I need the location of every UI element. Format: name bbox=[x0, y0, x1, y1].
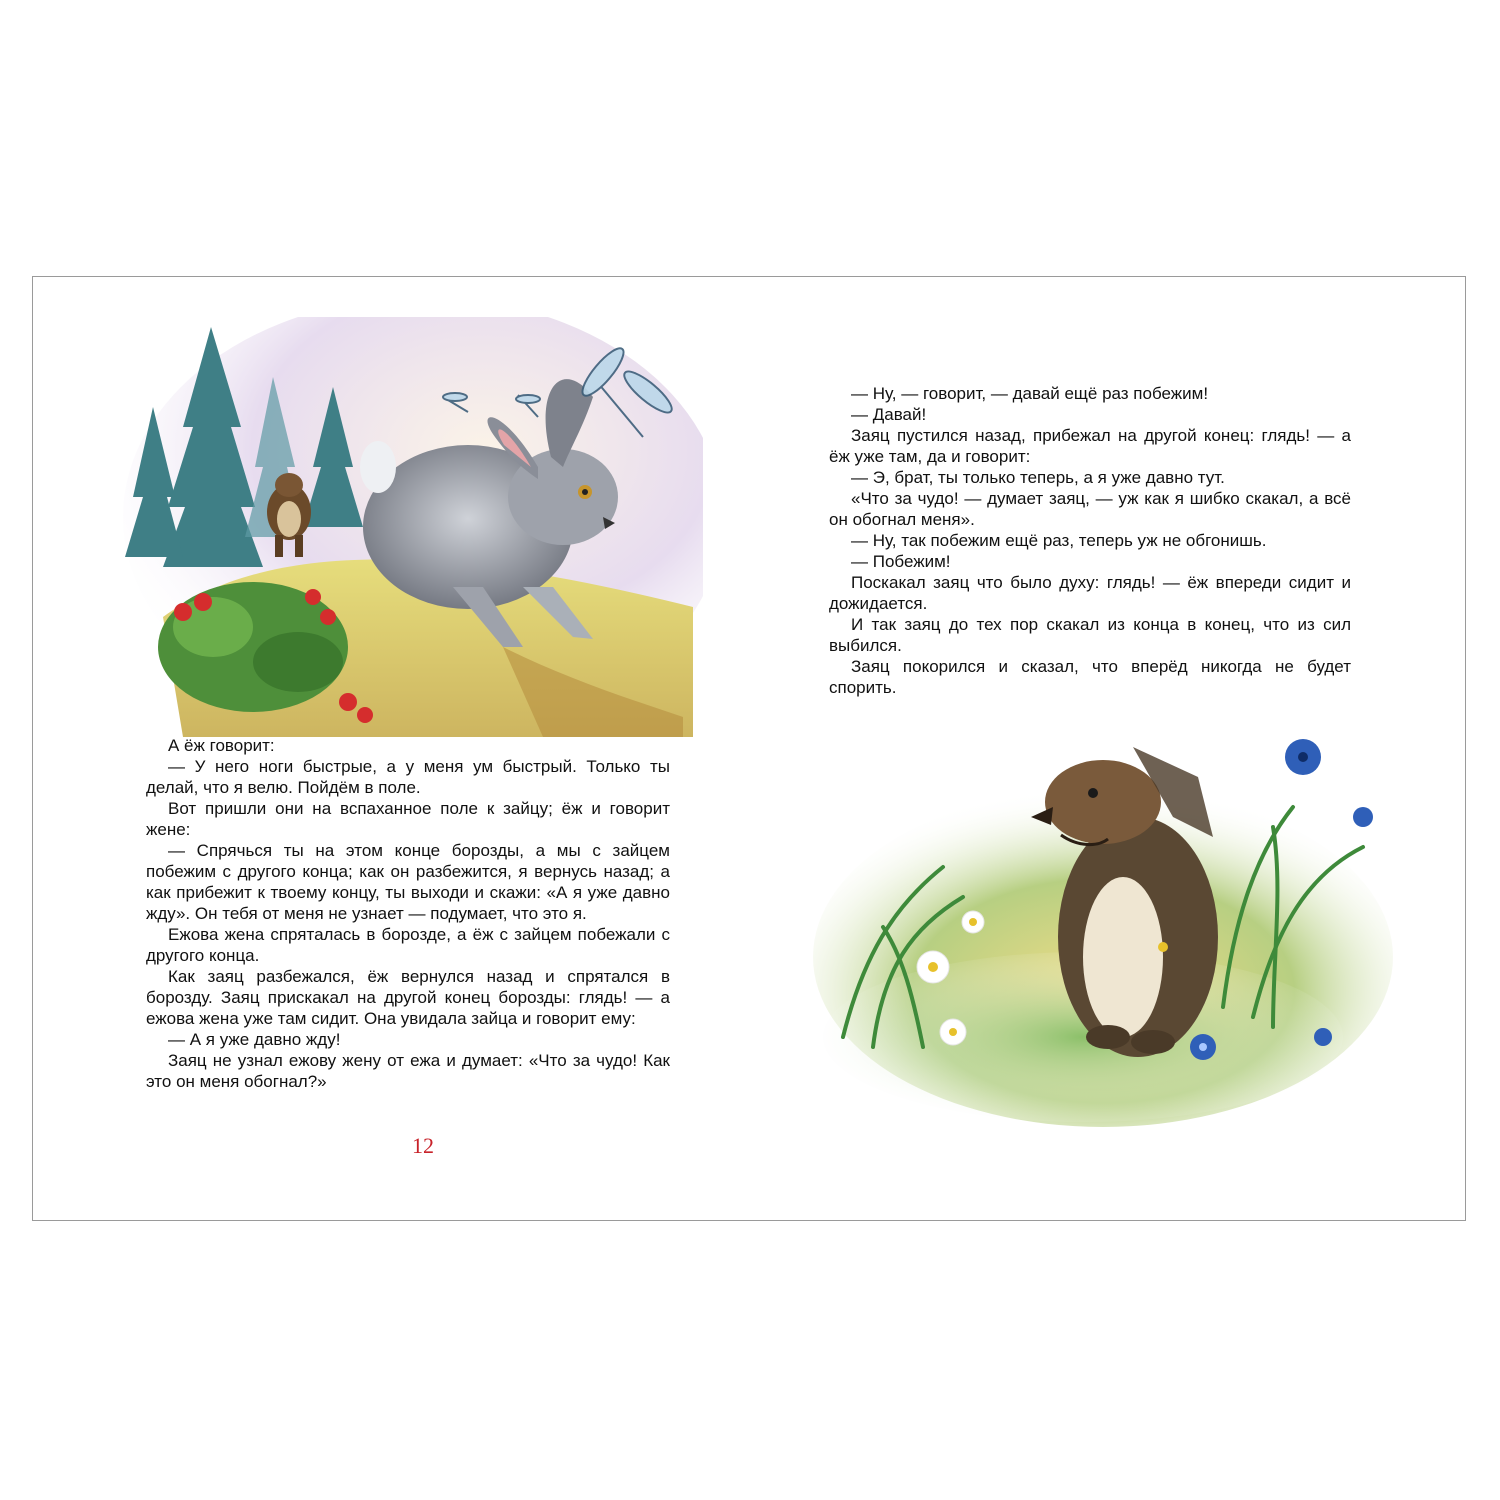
text-paragraph: — Э, брат, ты только теперь, а я уже давно тут. bbox=[851, 468, 1225, 487]
hedgehog-in-grass-scene-icon bbox=[803, 707, 1393, 1137]
right-text-column bbox=[829, 383, 1351, 698]
text-paragraph: — Спрячься ты на этом конце борозды, а мы с зайцем побежим с другого конца; как он разбежится, я вернусь назад; а как прибежит к твоему концу, ты выходи и скажи: «А я уже давно жду». Он тебя от меня не узнает — подумает, что это я. bbox=[146, 841, 670, 923]
text-paragraph: И так заяц до тех пор скакал из конца в конец, что из сил выбился. bbox=[829, 615, 1351, 655]
text-paragraph: — А я уже давно жду! bbox=[168, 1030, 341, 1049]
text-paragraph: Заяц пустился назад, прибежал на другой конец: глядь! — а ёж уже там, да и говорит: bbox=[829, 426, 1351, 466]
text-paragraph: — У него ноги быстрые, а у меня ум быстрый. Только ты делай, что я велю. Пойдём в поле. bbox=[146, 757, 670, 797]
page-number: 12 bbox=[412, 1133, 434, 1158]
text-paragraph: — Ну, так побежим ещё раз, теперь уж не обгонишь. bbox=[851, 531, 1267, 550]
left-text-column bbox=[146, 735, 670, 1092]
text-paragraph: «Что за чудо! — думает заяц, — уж как я шибко скакал, а всё он обогнал меня». bbox=[829, 489, 1351, 529]
book-spread bbox=[32, 276, 1466, 1221]
text-paragraph: Поскакал заяц что было духу: глядь! — ёж впереди сидит и дожидается. bbox=[829, 573, 1351, 613]
text-paragraph: — Давай! bbox=[851, 405, 927, 424]
hare-running-scene-icon bbox=[123, 317, 703, 737]
text-paragraph: — Побежим! bbox=[851, 552, 951, 571]
text-paragraph: Заяц покорился и сказал, что вперёд никогда не будет спорить. bbox=[829, 657, 1351, 697]
text-paragraph: Как заяц разбежался, ёж вернулся назад и спрятался в борозду. Заяц прискакал на другой конец борозды: глядь! — а ежова жена уже там сидит. Она увидала зайца и говорит ему: bbox=[146, 967, 670, 1028]
text-paragraph: Заяц не узнал ежову жену от ежа и думает: «Что за чудо! Как это он меня обогнал?» bbox=[146, 1051, 670, 1091]
text-paragraph: — Ну, — говорит, — давай ещё раз побежим! bbox=[851, 384, 1209, 403]
text-paragraph: А ёж говорит: bbox=[168, 736, 275, 755]
text-paragraph: Ежова жена спряталась в борозде, а ёж с зайцем побежали с другого конца. bbox=[146, 925, 670, 965]
text-paragraph: Вот пришли они на вспаханное поле к зайцу; ёж и говорит жене: bbox=[146, 799, 670, 839]
